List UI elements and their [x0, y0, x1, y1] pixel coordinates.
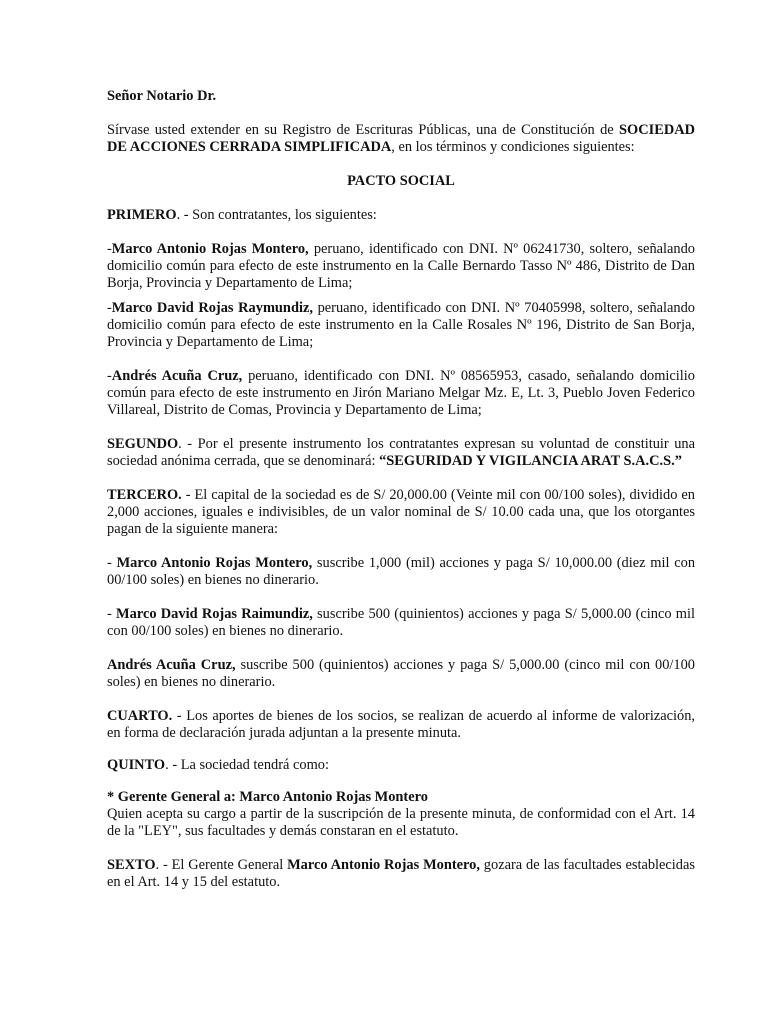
clause-cuarto: CUARTO. - Los aportes de bienes de los socios, se realizan de acuerdo al informe de valorización, en forma de declaración jurada adjuntan a la presente minuta.: [107, 708, 695, 741]
aporte-3: Andrés Acuña Cruz, suscribe 500 (quinientos) acciones y paga S/ 5,000.00 (cinco mil con 00/100 soles) en bienes no dinerario.: [107, 657, 695, 690]
aporte-1: - Marco Antonio Rojas Montero, suscribe 1,000 (mil) acciones y paga S/ 10,000.00 (diez mil con 00/100 soles) en bienes no dinerario.: [107, 555, 696, 588]
contratante-2: -Marco David Rojas Raymundiz, peruano, identificado con DNI. Nº 70405998, soltero, señalando domicilio común para efecto de este instrumento en la Calle Rosales Nº 196, Distrito de San Borja, Provincia y Departamento de Lima;: [107, 300, 695, 350]
intro-paragraph: Sírvase usted extender en su Registro de Escrituras Públicas, una de Constitución de SOCIEDAD DE ACCIONES CERRADA SIMPLIFICADA, en los términos y condiciones siguientes:: [107, 122, 695, 155]
section-heading: PACTO SOCIAL: [347, 173, 455, 189]
gerente-text: Quien acepta su cargo a partir de la suscripción de la presente minuta, de conformidad con el Art. 14 de la "LEY", sus facultades y demás constaran en el estatuto.: [107, 806, 695, 839]
clause-segundo: SEGUNDO. - Por el presente instrumento los contratantes expresan su voluntad de constituir una sociedad anónima cerrada, que se denominará: “SEGURIDAD Y VIGILANCIA ARAT S.A.C.S.”: [107, 436, 695, 469]
aporte-2: - Marco David Rojas Raimundiz, suscribe 500 (quinientos) acciones y paga S/ 5,000.00 (cinco mil con 00/100 soles) en bienes no dinerario.: [107, 606, 695, 639]
document-page: [107, 88, 695, 891]
clause-sexto: SEXTO. - El Gerente General Marco Antonio Rojas Montero, gozara de las facultades establecidas en el Art. 14 y 15 del estatuto.: [107, 857, 695, 890]
clause-primero: PRIMERO. - Son contratantes, los siguientes:: [107, 207, 377, 223]
gerente-title: * Gerente General a: Marco Antonio Rojas Montero: [107, 789, 428, 805]
contratante-1: -Marco Antonio Rojas Montero, peruano, identificado con DNI. Nº 06241730, soltero, señalando domicilio común para efecto de este instrumento en la Calle Bernardo Tasso Nº 486, Distrito de Dan Borja, Provincia y Departamento de Lima;: [107, 241, 695, 291]
salutation: Señor Notario Dr.: [107, 88, 217, 104]
clause-quinto: QUINTO. - La sociedad tendrá como:: [107, 757, 329, 773]
clause-tercero: TERCERO. - El capital de la sociedad es de S/ 20,000.00 (Veinte mil con 00/100 soles), dividido en 2,000 acciones, iguales e indivisibles, de un valor nominal de S/ 10.00 cada una, que los otorgantes pagan de la siguiente manera:: [107, 487, 695, 537]
contratante-3: -Andrés Acuña Cruz, peruano, identificado con DNI. Nº 08565953, casado, señalando domicilio común para efecto de este instrumento en Jirón Mariano Melgar Mz. E, Lt. 3, Pueblo Joven Federico Villareal, Distrito de Comas, Provincia y Departamento de Lima;: [107, 368, 695, 418]
